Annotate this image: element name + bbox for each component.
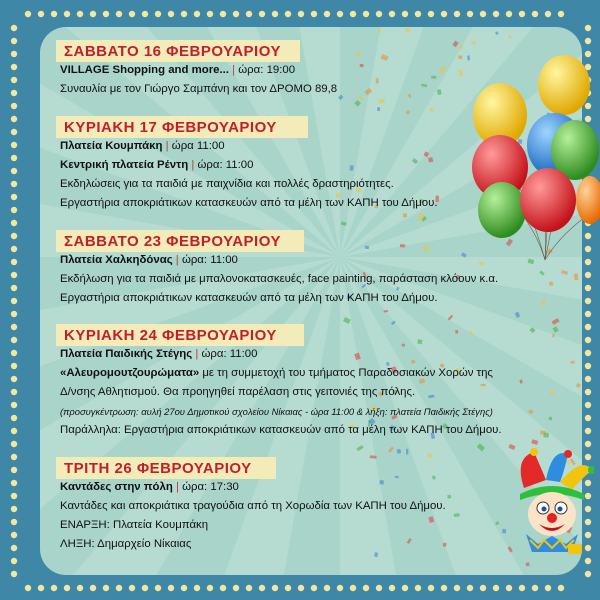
separator: | [232,64,236,76]
description: Εργαστήρια αποκριάτικων κατασκευών από τα μέλη των ΚΑΠΗ του Δήμου. [60,292,438,304]
date-banner [56,324,277,346]
description: Εκδηλώσεις για τα παιδιά με παιχνίδια και πολλές δραστηριότητες. [60,178,394,190]
venue-line [60,140,225,152]
venue-line [60,64,295,76]
venue: Πλατεία Παιδικής Στέγης [60,348,193,360]
venue-line [60,348,257,360]
description: Καντάδες και αποκριάτικα τραγούδια από τη Χορωδία των ΚΑΠΗ του Δήμου. [60,500,446,512]
description: Παράλληλα: Εργαστήρια αποκριάτικων κατασκευών από τα μέλη των ΚΑΠΗ του Δήμου. [60,424,502,436]
venue-line [60,254,238,266]
venue-line [60,481,239,493]
balloon-red [520,168,576,232]
event-date: ΚΥΡΙΑΚΗ 24 ΦΕΒΡΟΥΑΡΙΟΥ [64,326,277,344]
separator: | [175,254,179,266]
venue: Κεντρική πλατεία Ρέντη [60,159,189,171]
description: ΛΗΞΗ: Δημαρχείο Νίκαιας [60,538,192,550]
event-time: ώρα: 17:30 [182,481,239,493]
separator: | [165,140,169,152]
balloon-green [478,182,526,238]
date-banner [56,457,252,479]
event-date: ΣΑΒΒΑΤΟ 16 ΦΕΒΡΟΥΑΡΙΟΥ [64,42,281,60]
venue: Καντάδες στην πόλη [60,481,173,493]
venue: VILLAGE Shopping and more... [60,64,229,76]
note: (προσυγκέντρωση: αυλή 27ου Δημοτικού σχολείου Νίκαιας - ώρα 11:00 & λήξη: πλατεία Παιδικής Στέγης) [60,406,493,417]
venue: Πλατεία Κουμπάκη [60,140,163,152]
separator: | [175,481,179,493]
event-date: ΣΑΒΒΑΤΟ 23 ΦΕΒΡΟΥΑΡΙΟΥ [64,232,281,250]
balloon-orange [576,176,600,224]
description-text: με τη συμμετοχή του τμήματος Παραδοσιακών Χορών της [199,367,493,379]
description: Δ/νσης Αθλητισμού. Θα προηγηθεί παρέλαση στις γειτονιές της πόλης. [60,386,416,398]
date-banner [56,230,281,252]
date-banner [56,116,277,138]
event-date: ΤΡΙΤΗ 26 ΦΕΒΡΟΥΑΡΙΟΥ [64,459,252,477]
event-time: ώρα 11:00 [171,140,225,152]
jester-clown-illustration [512,448,594,558]
event-time: ώρα: 11:00 [181,254,238,266]
date-banner [56,40,281,62]
separator: | [191,159,195,171]
event-time: ώρα: 11:00 [201,348,258,360]
event-title: «Αλευρομουτζουρώματα» [60,367,200,379]
event-time: ώρα: 11:00 [197,159,254,171]
event-time: ώρα: 19:00 [238,64,296,76]
description: Εργαστήρια αποκριάτικων κατασκευών από τα μέλη των ΚΑΠΗ του Δήμου. [60,197,438,209]
description: Συναυλία με τον Γιώργο Σαμπάνη και τον ΔΡΟΜΟ 89,8 [60,83,338,95]
venue: Πλατεία Χαλκηδόνας [60,254,173,266]
event-date: ΚΥΡΙΑΚΗ 17 ΦΕΒΡΟΥΑΡΙΟΥ [64,118,277,136]
description: ΕΝΑΡΞΗ: Πλατεία Κουμπάκη [60,519,209,531]
separator: | [195,348,199,360]
description: Εκδήλωση για τα παιδιά με μπαλονοκατασκευές, face painting, παράσταση κλόουν κ.α. [60,273,499,285]
description [60,367,493,379]
balloon-yellow [538,55,590,115]
balloons-illustration [460,55,600,265]
venue-line-2 [60,159,253,171]
